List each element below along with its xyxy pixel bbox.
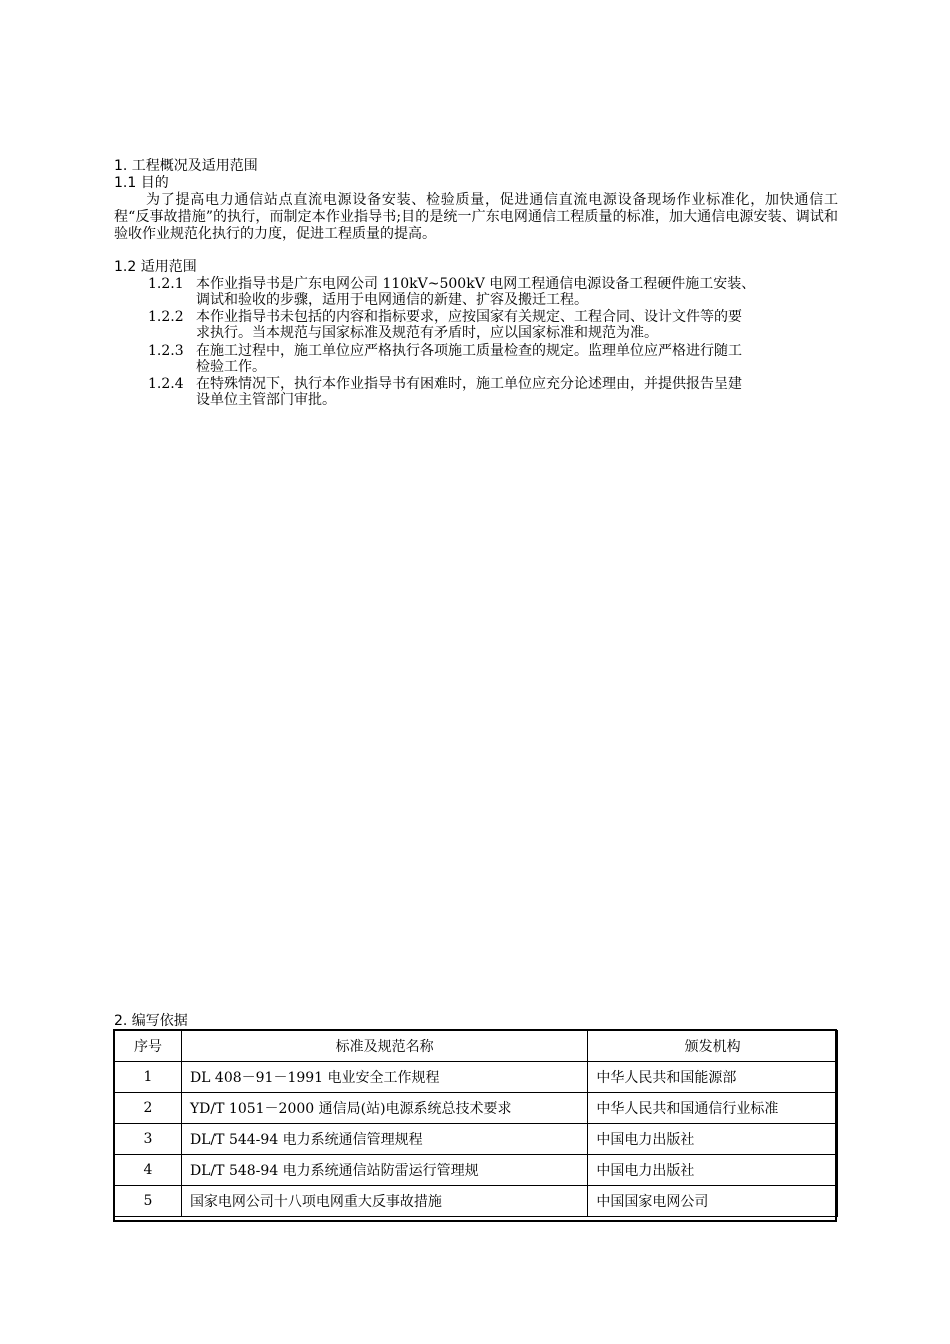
scope-item-number: 1.2.1 [148,276,184,292]
scope-item-number: 1.2.4 [148,376,184,392]
table-cell: 中国国家电网公司 [588,1186,838,1217]
table-row [115,1124,838,1155]
table-cell: 中国电力出版社 [588,1155,838,1186]
scope-item-text-line1: 本作业指导书是广东电网公司 110kV~500kV 电网工程通信电源设备工程硬件施工安装、 [196,276,756,292]
table-cell: 1 [115,1062,182,1093]
table-header-cell: 标准及规范名称 [181,1031,587,1062]
table-header-row [115,1031,838,1062]
table-cell: DL/T 548-94 电力系统通信站防雷运行管理规 [181,1155,587,1186]
table-cell: 4 [115,1155,182,1186]
table-cell: 5 [115,1186,182,1217]
table-cell: 3 [115,1124,182,1155]
scope-item-text-line2: 调试和验收的步骤，适用于电网通信的新建、扩容及搬迁工程。 [196,292,588,308]
table-cell: YD/T 1051－2000 通信局(站)电源系统总技术要求 [181,1093,587,1124]
table-header-cell: 颁发机构 [588,1031,838,1062]
scope-item-2 [148,309,838,341]
table-row [115,1155,838,1186]
table-row [115,1062,838,1093]
scope-item-3 [148,343,838,375]
section-2-title: 2. 编写依据 [114,1013,188,1029]
scope-item-text-line1: 本作业指导书未包括的内容和指标要求，应按国家有关规定、工程合同、设计文件等的要 [196,309,742,325]
standards-table [114,1030,838,1217]
scope-item-number: 1.2.3 [148,343,184,359]
table-cell: 中华人民共和国能源部 [588,1062,838,1093]
table-row [115,1186,838,1217]
table-cell: DL/T 544-94 电力系统通信管理规程 [181,1124,587,1155]
scope-item-text-line2: 求执行。当本规范与国家标准及规范有矛盾时，应以国家标准和规范为准。 [196,325,658,341]
scope-item-text-line1: 在特殊情况下，执行本作业指导书有困难时，施工单位应充分论述理由，并提供报告呈建 [196,376,742,392]
scope-item-4 [148,376,838,408]
scope-item-text-line2: 设单位主管部门审批。 [196,392,336,408]
scope-item-text-line2: 检验工作。 [196,359,266,375]
table-row [115,1093,838,1124]
table-header-cell: 序号 [115,1031,182,1062]
section-1-2-title: 1.2 适用范围 [114,259,197,275]
table-cell: 中华人民共和国通信行业标准 [588,1093,838,1124]
section-1-title: 1. 工程概况及适用范围 [114,158,258,174]
table-cell: 2 [115,1093,182,1124]
scope-item-text-line1: 在施工过程中，施工单位应严格执行各项施工质量检查的规定。监理单位应严格进行随工 [196,343,742,359]
scope-item-number: 1.2.2 [148,309,184,325]
scope-item-1 [148,276,838,308]
table-cell: 中国电力出版社 [588,1124,838,1155]
section-1-1-title: 1.1 目的 [114,175,169,191]
table-cell: 国家电网公司十八项电网重大反事故措施 [181,1186,587,1217]
section-1-1-paragraph: 为了提高电力通信站点直流电源设备安装、检验质量，促进通信直流电源设备现场作业标准化，加快通信工程“反事故措施”的执行，而制定本作业指导书;目的是统一广东电网通信工程质量的标准，加大通信电源安装、调试和验收作业规范化执行的力度，促进工程质量的提高。 [114,192,838,242]
table-cell: DL 408－91－1991 电业安全工作规程 [181,1062,587,1093]
